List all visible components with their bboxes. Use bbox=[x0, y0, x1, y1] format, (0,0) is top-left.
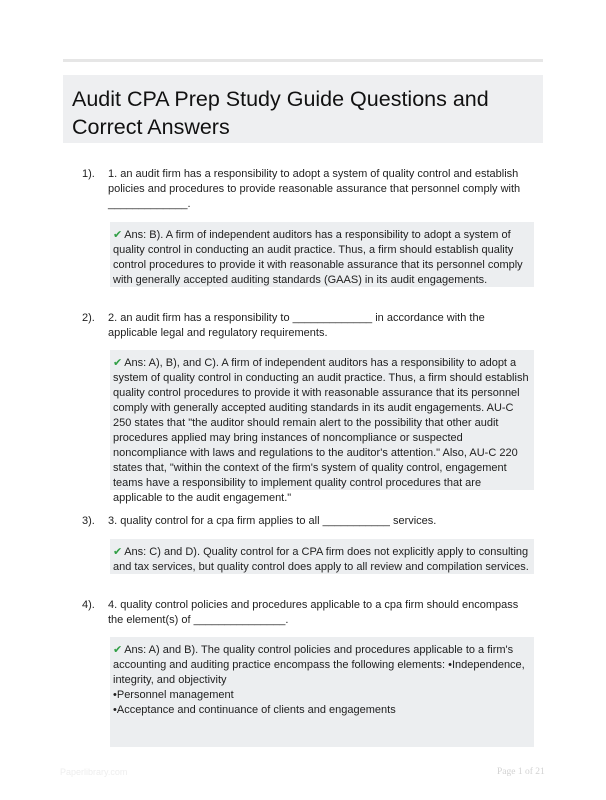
check-icon: ✔ bbox=[113, 644, 123, 656]
top-divider bbox=[63, 59, 543, 62]
page-title-line-2: Correct Answers bbox=[72, 115, 230, 139]
check-icon: ✔ bbox=[113, 229, 123, 241]
answer-box bbox=[110, 539, 534, 574]
title-banner bbox=[63, 75, 543, 143]
answer-box bbox=[110, 222, 534, 287]
page-number: Page 1 of 21 bbox=[497, 767, 545, 777]
answer-text: Ans: A) and B). The quality control policies and procedures applicable to a firm's accounting and auditing practice encompass the following elements: •Independence, integrity, and objectivity bbox=[113, 644, 525, 686]
check-icon: ✔ bbox=[113, 546, 123, 558]
question-text: 1. an audit firm has a responsibility to adopt a system of quality control and establish policies and procedures to provide reasonable assurance that personnel comply with _____________. bbox=[108, 168, 521, 210]
answer-bullet: •Personnel management bbox=[113, 689, 234, 701]
answer-bullet: •Acceptance and continuance of clients and engagements bbox=[113, 704, 396, 716]
question-text: 4. quality control policies and procedures applicable to a cpa firm should encompass the element(s) of _______________. bbox=[108, 599, 519, 626]
page-title bbox=[72, 85, 534, 141]
question-text: 3. quality control for a cpa firm applies to all ___________ services. bbox=[108, 515, 437, 527]
question-text: 2. an audit firm has a responsibility to _____________ in accordance with the applicable legal and regulatory requirements. bbox=[108, 312, 485, 339]
question-number: 1). bbox=[82, 168, 95, 180]
question-number: 4). bbox=[82, 599, 95, 611]
answer-box bbox=[110, 350, 534, 504]
question-number: 3). bbox=[82, 515, 95, 527]
check-icon: ✔ bbox=[113, 357, 123, 369]
answer-text: Ans: C) and D). Quality control for a CPA firm does not explicitly apply to consulting and tax services, but quality control does apply to all review and compilation services. bbox=[113, 546, 529, 573]
answer-text: Ans: B). A firm of independent auditors has a responsibility to adopt a system of quality control in conducting an audit practice. Thus, a firm should establish quality control procedures to provide it with reasonable assurance that its personnel comply with generally accepted auditing standards (GAAS) in its audit engagements. bbox=[113, 229, 523, 286]
answer-box bbox=[110, 637, 534, 747]
answer-text: Ans: A), B), and C). A firm of independent auditors has a responsibility to adopt a system of quality control in conducting an audit practice. Thus, a firm should establish quality control procedures to provide it with reasonable assurance that its personnel comply with generally accepted auditing standards in its audit engagements. AU-C 250 states that "the auditor should remain alert to the possibility that other audit procedures applied may bring instances of noncompliance or suspected noncompliance with laws and regulations to the auditor's attention." Also, AU-C 220 states that, "within the context of the firm's system of quality control, engagement teams have a responsibility to implement quality control procedures that are applicable to the audit engagement." bbox=[113, 357, 529, 504]
question-number: 2). bbox=[82, 312, 95, 324]
page-title-line-1: Audit CPA Prep Study Guide Questions and bbox=[72, 87, 489, 111]
footer-watermark: Paperlibrary.com bbox=[60, 767, 128, 777]
